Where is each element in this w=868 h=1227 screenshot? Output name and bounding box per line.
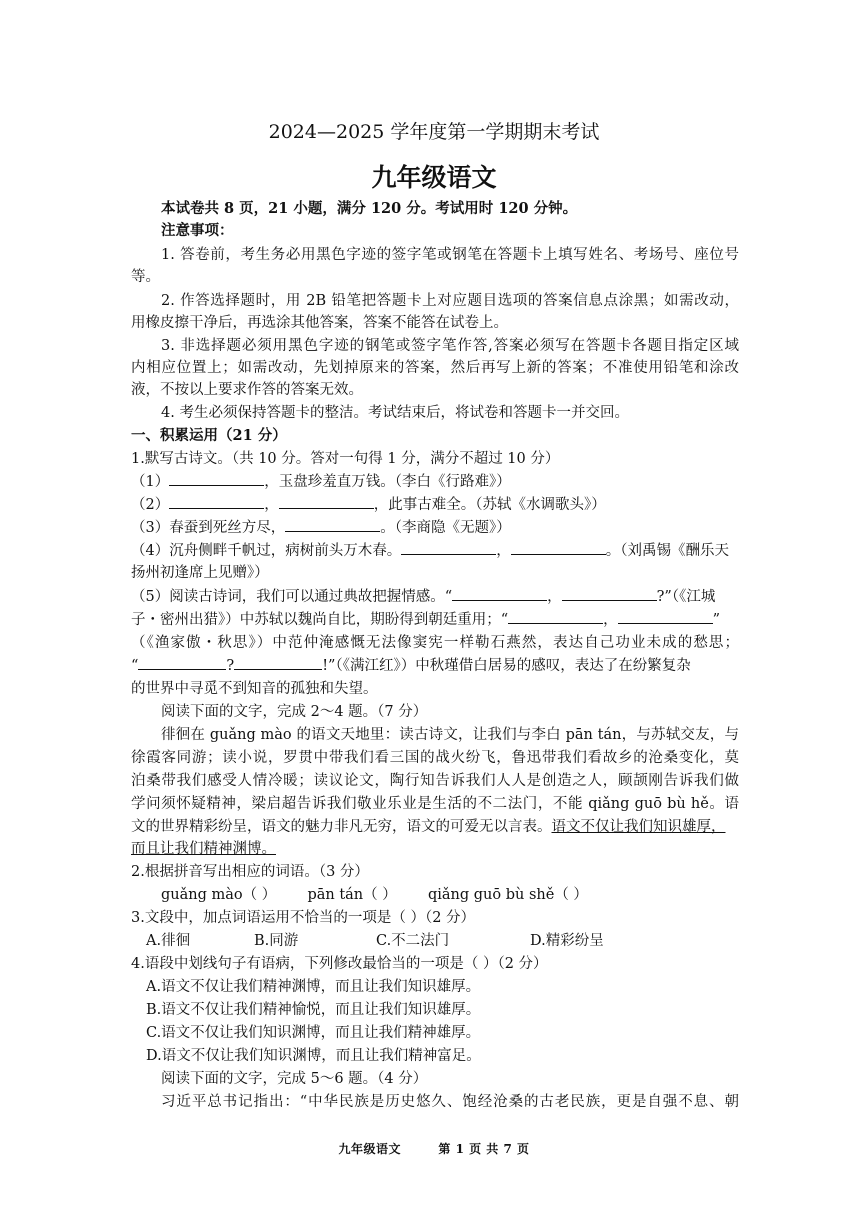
question-4-stem: 4.语段中划线句子有语病，下列修改最恰当的一项是（ ）（2 分） (131, 956, 548, 972)
option-b[interactable]: B.同游 (254, 933, 299, 949)
question-1-5-c: （《渔家傲・秋思》）中范仲淹感慨无法像窦宪一样勒石燕然，表达自己功业未成的愁思； (131, 635, 739, 651)
question-1-5-b: 子・密州出猎》）中苏轼以魏尚自比，期盼得到朝廷重用；“ ， ” (131, 609, 739, 631)
subject-title: 九年级语文 (371, 163, 497, 192)
question-1-5-d: “ ? !”（《满江红》）中秋瑾借白居易的感叹，表达了在纷繁复杂 (131, 655, 739, 677)
notice-3-line-b: 内相应位置上；如需改动，先划掉原来的答案，然后再写上新的答案；不准使用铅笔和涂改 (131, 360, 739, 376)
reading-1-para-line-4: 学问须怀疑精神，梁启超告诉我们敬业乐业是生活的不二法门，不能 qiǎng guō bù hě。语 (131, 796, 739, 812)
pinyin-item-3[interactable]: qiǎng guō bù shě（ ） (427, 887, 588, 903)
answer-blank[interactable] (169, 471, 264, 486)
answer-blank[interactable] (511, 540, 606, 555)
question-1-4: （4）沉舟侧畔千帆过，病树前头万木春。 ， 。（刘禹锡《酬乐天 (131, 540, 739, 562)
reading-1-lead: 阅读下面的文字，完成 2～4 题。（7 分） (161, 704, 428, 720)
question-1-1: （1） ，玉盘珍羞直万钱。（李白《行路难》） (131, 471, 739, 493)
question-4-option-c[interactable]: C.语文不仅让我们知识渊博，而且让我们精神雄厚。 (146, 1025, 481, 1041)
reading-1-para-line-6 (131, 838, 739, 860)
question-2-stem: 2.根据拼音写出相应的词语。（3 分） (131, 864, 369, 880)
question-1-4-cont: 扬州初逢席上见赠》） (131, 565, 269, 581)
underlined-sentence: 而且让我们精神渊博。 (131, 841, 276, 857)
notice-1-line-a: 1. 答卷前，考生务必用黑色字迹的签字笔或钢笔在答题卡上填写姓名、考场号、座位号 (161, 247, 739, 263)
notice-heading: 注意事项： (161, 222, 234, 239)
question-3-options (146, 930, 754, 952)
pinyin-item-1[interactable]: guǎng mào（ ） (161, 887, 277, 903)
question-1-3: （3）春蚕到死丝方尽， 。（李商隐《无题》） (131, 517, 739, 539)
exam-title: 2024—2025 学年度第一学期期末考试 (268, 121, 600, 143)
notice-2-line-b: 用橡皮擦干净后，再选涂其他答案，答案不能答在试卷上。 (131, 315, 508, 331)
reading-2-para-line-1: 习近平总书记指出：“中华民族是历史悠久、饱经沧桑的古老民族，更是自强不息、朝 (161, 1094, 739, 1110)
notice-3-line-c: 液，不按以上要求作答的答案无效。 (131, 382, 363, 398)
reading-1-para-line-3: 泊桑带我们感受人情冷暖；读议论文，陶行知告诉我们人人是创造之人，顾颉刚告诉我们做 (131, 773, 739, 789)
reading-1-para-line-5: 文的世界精彩纷呈，语文的魅力非凡无穷，语文的可爱无以言表。语文不仅让我们知识雄厚， (131, 819, 726, 835)
reading-2-lead: 阅读下面的文字，完成 5～6 题。（4 分） (161, 1071, 428, 1087)
answer-blank[interactable] (508, 609, 603, 624)
answer-blank[interactable] (401, 540, 496, 555)
question-4-option-a[interactable]: A.语文不仅让我们精神渊博，而且让我们知识雄厚。 (146, 979, 481, 995)
question-3-stem: 3.文段中，加点词语运用不恰当的一项是（ ）（2 分） (131, 910, 476, 926)
notice-4: 4. 考生必须保持答题卡的整洁。考试结束后，将试卷和答题卡一并交回。 (161, 405, 629, 421)
option-a[interactable]: A.徘徊 (146, 933, 191, 949)
underlined-sentence: 语文不仅让我们知识雄厚， (551, 819, 726, 835)
page-footer: 九年级语文 第 1 页 共 7 页 (338, 1142, 530, 1156)
reading-1-para-line-2: 徐霞客同游；读小说，罗贯中带我们看三国的战火纷飞，鲁迅带我们看故乡的沧桑变化，莫 (131, 750, 739, 766)
question-4-option-d[interactable]: D.语文不仅让我们知识渊博，而且让我们精神富足。 (146, 1048, 481, 1064)
option-c[interactable]: C.不二法门 (376, 933, 450, 949)
notice-2-line-a: 2. 作答选择题时，用 2B 铅笔把答题卡上对应题目选项的答案信息点涂黑；如需改动， (161, 293, 739, 309)
answer-blank[interactable] (618, 609, 713, 624)
answer-blank[interactable] (562, 586, 657, 601)
question-2-items (161, 884, 769, 906)
answer-blank[interactable] (169, 494, 264, 509)
notice-3-line-a: 3. 非选择题必须用黑色字迹的钢笔或签字笔作答,答案必须写在答题卡各题目指定区域 (161, 338, 739, 354)
question-4-option-b[interactable]: B.语文不仅让我们精神愉悦，而且让我们知识雄厚。 (146, 1002, 481, 1018)
pinyin-item-2[interactable]: pān tán（ ） (307, 887, 397, 903)
question-1-stem: 1.默写古诗文。（共 10 分。答对一句得 1 分，满分不超过 10 分） (131, 451, 560, 467)
question-1-5-e: 的世界中寻觅不到知音的孤独和失望。 (131, 681, 378, 697)
notice-1-line-b: 等。 (131, 269, 160, 285)
reading-1-para-line-1: 徘徊在 guǎng mào 的语文天地里：读古诗文，让我们与李白 pān tán，与苏轼交友，与 (161, 727, 739, 743)
answer-blank[interactable] (138, 655, 226, 670)
section-1-heading: 一、积累运用（21 分） (131, 427, 287, 444)
question-1-2: （2） ， ，此事古难全。（苏轼《水调歌头》） (131, 494, 739, 516)
answer-blank[interactable] (279, 494, 374, 509)
answer-blank[interactable] (285, 517, 380, 532)
option-d[interactable]: D.精彩纷呈 (530, 933, 604, 949)
answer-blank[interactable] (452, 586, 547, 601)
answer-blank[interactable] (234, 655, 322, 670)
exam-summary: 本试卷共 8 页，21 小题，满分 120 分。考试用时 120 分钟。 (161, 200, 578, 217)
question-1-5-a: （5）阅读古诗词，我们可以通过典故把握情感。“ ， ?”（《江城 (131, 586, 739, 608)
